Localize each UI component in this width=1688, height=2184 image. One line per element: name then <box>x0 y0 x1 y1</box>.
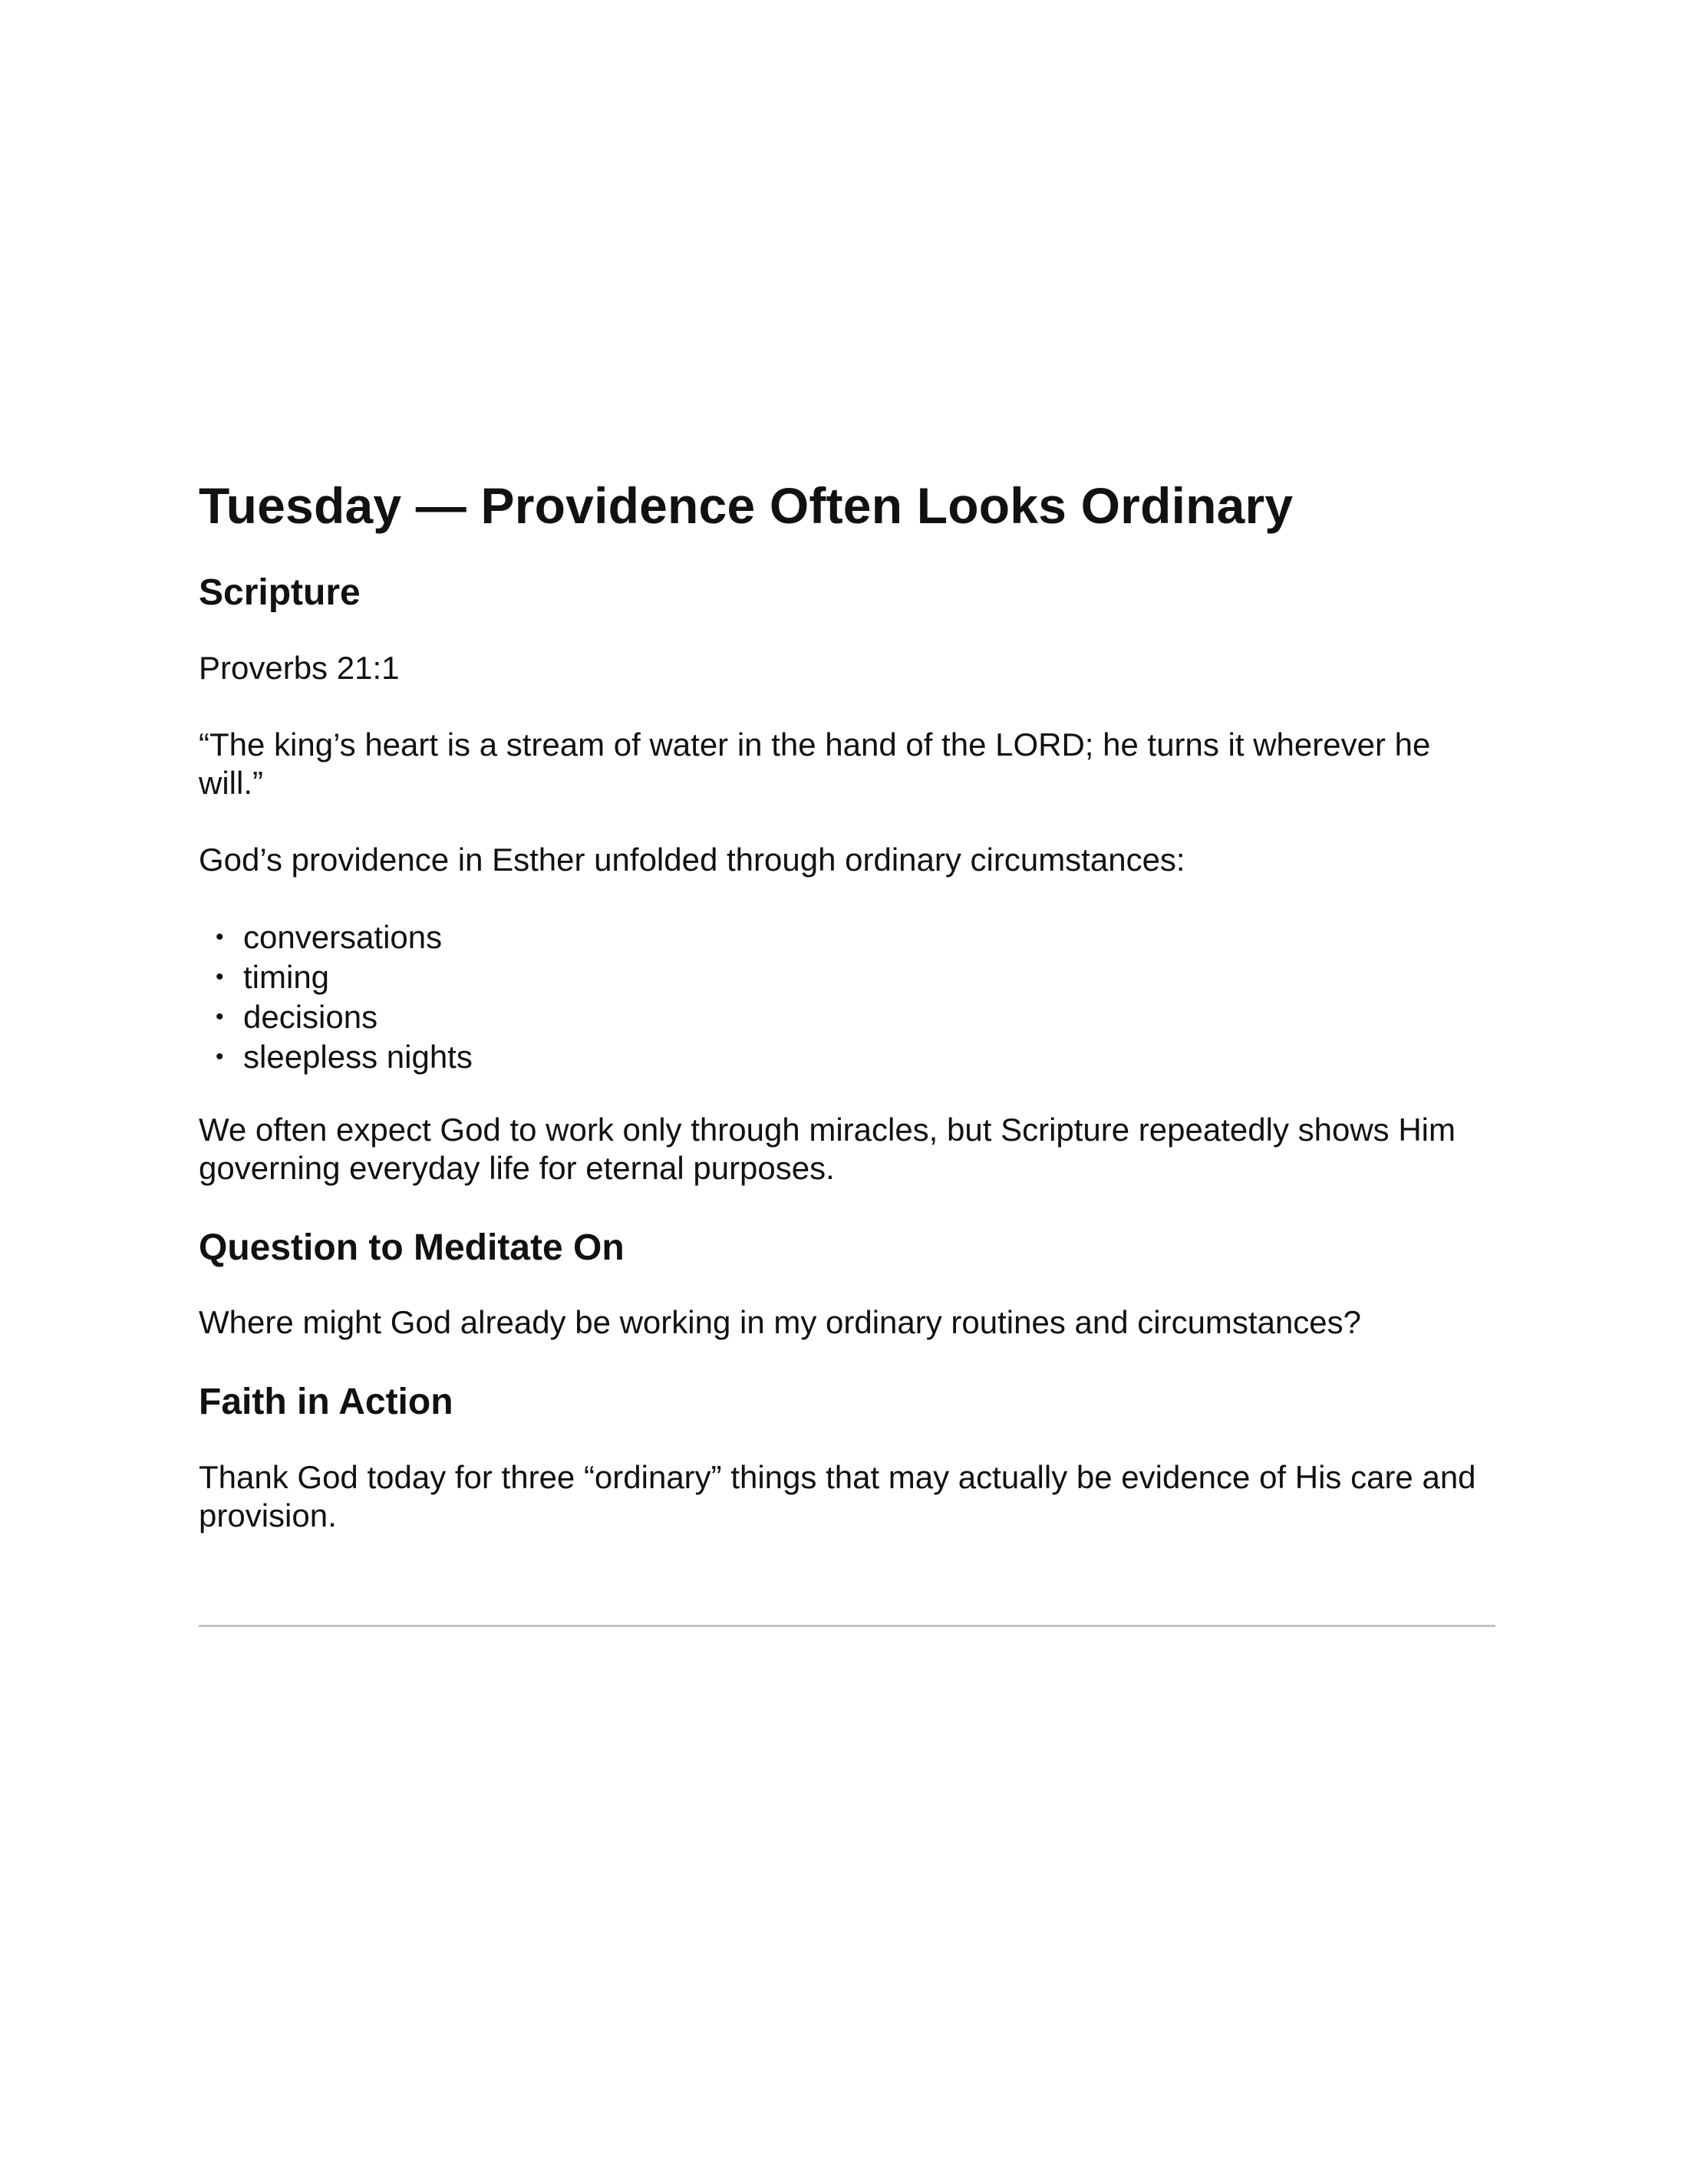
scripture-reference: Proverbs 21:1 <box>199 649 400 686</box>
list-item <box>216 997 1495 1037</box>
circumstances-list <box>199 917 1495 1077</box>
page-title: Tuesday — Providence Often Looks Ordinary <box>199 477 1294 534</box>
devotional-content <box>199 476 1495 1573</box>
reflection-paragraph: We often expect God to work only through miracles, but Scripture repeatedly shows Him governing everyday life for eternal purposes. <box>199 1111 1456 1186</box>
list-item-text: timing <box>243 958 330 995</box>
bullet-icon: • <box>216 1003 224 1029</box>
action-heading: Faith in Action <box>199 1382 453 1423</box>
meditate-heading: Question to Meditate On <box>199 1227 625 1268</box>
scripture-quote: “The king’s heart is a stream of water in the hand of the LORD; he turns it wherever he will.” <box>199 726 1431 801</box>
list-item <box>216 917 1495 957</box>
bullet-icon: • <box>216 924 224 950</box>
list-item-text: sleepless nights <box>243 1038 473 1075</box>
list-item-text: decisions <box>243 998 378 1035</box>
list-item <box>216 1037 1495 1077</box>
list-item-text: conversations <box>243 918 443 955</box>
section-divider <box>199 1625 1495 1627</box>
list-item <box>216 957 1495 997</box>
meditate-question: Where might God already be working in my ordinary routines and circumstances? <box>199 1304 1362 1341</box>
action-text: Thank God today for three “ordinary” things that may actually be evidence of His care and provision. <box>199 1458 1476 1533</box>
scripture-heading: Scripture <box>199 572 361 614</box>
providence-intro: God’s providence in Esther unfolded through ordinary circumstances: <box>199 841 1185 878</box>
bullet-icon: • <box>216 964 224 990</box>
bullet-icon: • <box>216 1043 224 1069</box>
